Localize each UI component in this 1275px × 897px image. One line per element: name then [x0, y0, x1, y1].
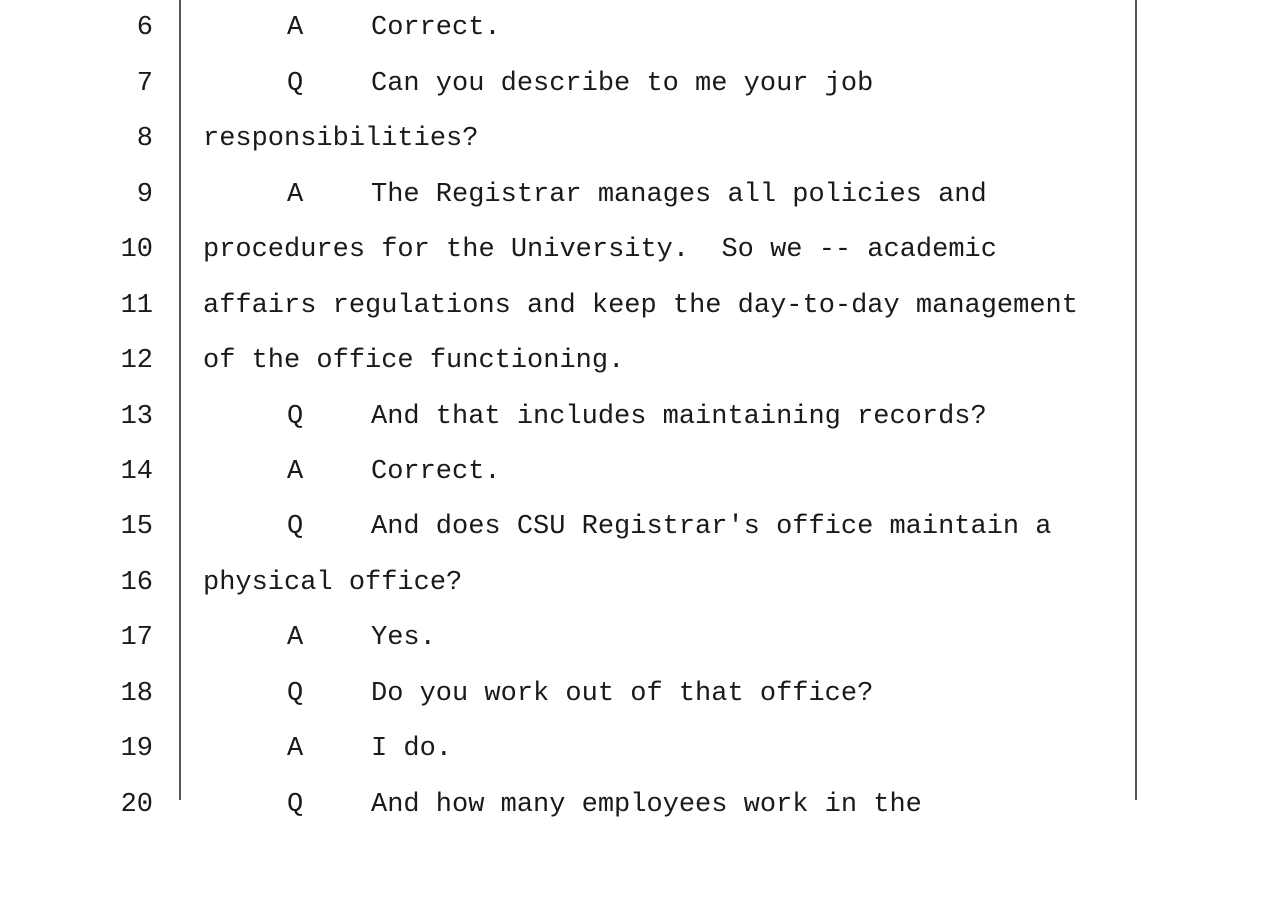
- line-number: 11: [120, 291, 153, 321]
- line-text: Do you work out of that office?: [371, 679, 874, 709]
- speaker-marker: Q: [287, 679, 304, 709]
- line-number: 8: [136, 124, 153, 154]
- line-content: [287, 0, 501, 56]
- line-text: I do.: [371, 734, 453, 764]
- line-number: 19: [120, 734, 153, 764]
- line-text: physical office?: [203, 568, 463, 598]
- line-content: [287, 610, 436, 666]
- line-text: Correct.: [371, 457, 501, 487]
- transcript-line: [0, 222, 1275, 278]
- line-number: 20: [120, 790, 153, 820]
- line-content: [287, 56, 873, 112]
- line-text: Can you describe to me your job: [371, 69, 874, 99]
- transcript-line: [0, 721, 1275, 777]
- transcript-line: [0, 111, 1275, 167]
- line-content: [287, 167, 987, 223]
- line-text: The Registrar manages all policies and: [371, 180, 987, 210]
- line-number: 10: [120, 235, 153, 265]
- line-number: 14: [120, 457, 153, 487]
- speaker-marker: Q: [287, 790, 304, 820]
- transcript-line: [0, 610, 1275, 666]
- line-number: 13: [120, 402, 153, 432]
- line-text: of the office functioning.: [203, 346, 625, 376]
- line-text: And that includes maintaining records?: [371, 402, 987, 432]
- line-text: procedures for the University. So we -- academic: [203, 235, 997, 265]
- transcript-line: [0, 444, 1275, 500]
- line-number: 6: [136, 13, 153, 43]
- transcript-line: [0, 278, 1275, 334]
- transcript-line: [0, 555, 1275, 611]
- line-content: [287, 389, 987, 445]
- line-content: [287, 721, 452, 777]
- speaker-marker: Q: [287, 69, 304, 99]
- line-text: And how many employees work in the: [371, 790, 922, 820]
- line-text: Correct.: [371, 13, 501, 43]
- line-text: responsibilities?: [203, 124, 479, 154]
- line-text: And does CSU Registrar's office maintain a: [371, 512, 1052, 542]
- transcript-line: [0, 389, 1275, 445]
- speaker-marker: A: [287, 734, 304, 764]
- speaker-marker: Q: [287, 402, 304, 432]
- line-number: 9: [136, 180, 153, 210]
- line-content: [287, 444, 501, 500]
- line-content: [287, 777, 922, 833]
- line-number: 18: [120, 679, 153, 709]
- speaker-marker: A: [287, 457, 304, 487]
- transcript-line: [0, 333, 1275, 389]
- transcript-line: [0, 499, 1275, 555]
- line-number: 7: [136, 69, 153, 99]
- speaker-marker: A: [287, 180, 304, 210]
- speaker-marker: A: [287, 13, 304, 43]
- transcript-line: [0, 56, 1275, 112]
- transcript-line: [0, 666, 1275, 722]
- line-text: affairs regulations and keep the day-to-day management: [203, 291, 1078, 321]
- speaker-marker: A: [287, 623, 304, 653]
- line-number: 17: [120, 623, 153, 653]
- line-content: [287, 666, 873, 722]
- speaker-marker: Q: [287, 512, 304, 542]
- line-number: 16: [120, 568, 153, 598]
- line-text: Yes.: [371, 623, 436, 653]
- transcript-line: [0, 167, 1275, 223]
- transcript-line: [0, 777, 1275, 833]
- line-content: [287, 499, 1052, 555]
- line-number: 12: [120, 346, 153, 376]
- line-number: 15: [120, 512, 153, 542]
- transcript-line: [0, 0, 1275, 56]
